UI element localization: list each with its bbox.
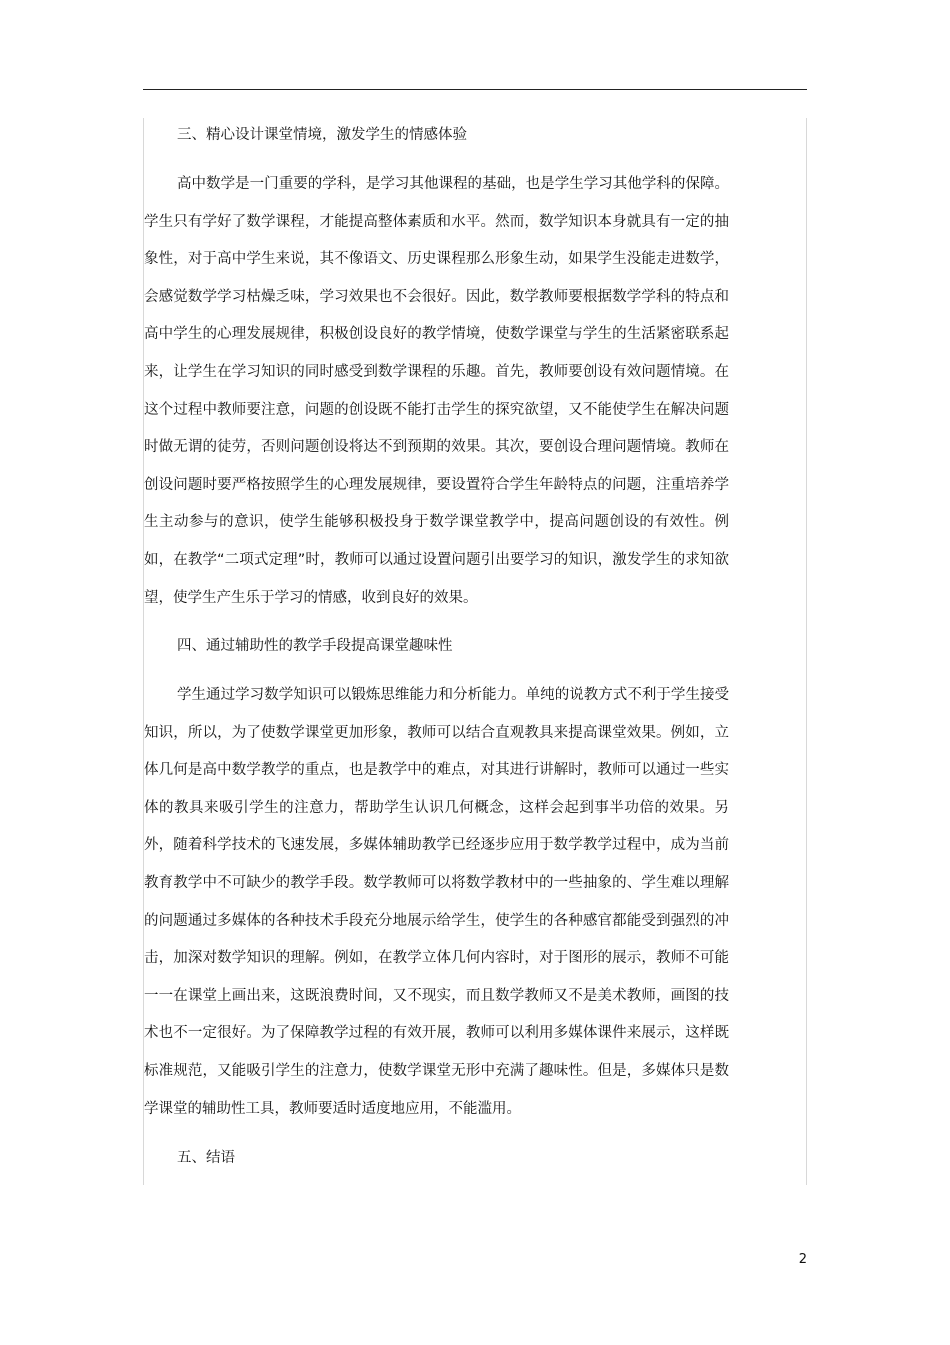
section-3-paragraph: 高中数学是一门重要的学科，是学习其他课程的基础，也是学生学习其他学科的保障。学生只有学好了数学课程，才能提高整体素质和水平。然而，数学知识本身就具有一定的抽象性，对于高中学生来说，其不像语文、历史课程那么形象生动，如果学生没能走进数学，会感觉数学学习枯燥乏味，学习效果也不会很好。因此，数学教师要根据数学学科的特点和高中学生的心理发展规律，积极创设良好的教学情境，使数学课堂与学生的生活紧密联系起来，让学生在学习知识的同时感受到数学课程的乐趣。首先，教师要创设有效问题情境。在这个过程中教师要注意，问题的创设既不能打击学生的探究欲望，又不能使学生在解决问题时做无谓的徒劳，否则问题创设将达不到预期的效果。其次，要创设合理问题情境。教师在创设问题时要严格按照学生的心理发展规律，要设置符合学生年龄特点的问题，注重培养学生主动参与的意识，使学生能够积极投身于数学课堂教学中，提高问题创设的有效性。例如，在教学“二项式定理”时，教师可以通过设置问题引出要学习的知识，激发学生的求知欲望，使学生产生乐于学习的情感，收到良好的效果。 — [144, 176, 729, 606]
page-number: 2 — [798, 1252, 807, 1267]
header-rule — [143, 89, 807, 90]
section-3-heading: 三、精心设计课堂情境，激发学生的情感体验 — [177, 127, 467, 143]
section-4-heading: 四、通过辅助性的教学手段提高课堂趣味性 — [177, 638, 453, 654]
section-4-paragraph: 学生通过学习数学知识可以锻炼思维能力和分析能力。单纯的说教方式不利于学生接受知识，所以，为了使数学课堂更加形象，教师可以结合直观教具来提高课堂效果。例如，立体几何是高中数学教学的重点，也是教学中的难点，对其进行讲解时，教师可以通过一些实体的教具来吸引学生的注意力，帮助学生认识几何概念，这样会起到事半功倍的效果。另外，随着科学技术的飞速发展，多媒体辅助教学已经逐步应用于数学教学过程中，成为当前教育教学中不可缺少的教学手段。数学教师可以将数学教材中的一些抽象的、学生难以理解的问题通过多媒体的各种技术手段充分地展示给学生，使学生的各种感官都能受到强烈的冲击，加深对数学知识的理解。例如，在教学立体几何内容时，对于图形的展示，教师不可能一一在课堂上画出来，这既浪费时间，又不现实，而且数学教师又不是美术教师，画图的技术也不一定很好。为了保障教学过程的有效开展，教师可以利用多媒体课件来展示，这样既标准规范，又能吸引学生的注意力，使数学课堂无形中充满了趣味性。但是，多媒体只是数学课堂的辅助性工具，教师要适时适度地应用，不能滥用。 — [144, 687, 729, 1117]
section-5-heading: 五、结语 — [177, 1150, 235, 1166]
